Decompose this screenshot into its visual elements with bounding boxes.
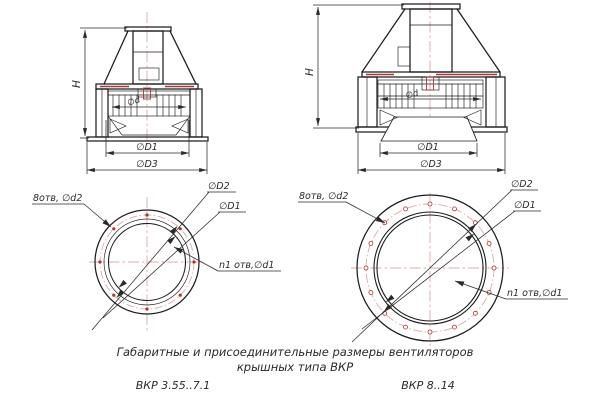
- caption-line1: Габаритные и присоединительные размеры вентиляторов: [116, 345, 474, 359]
- casing-wall-right: [486, 77, 505, 127]
- model-label-right: ВКР 8..14: [401, 379, 455, 392]
- flange-view-small: [32, 181, 281, 331]
- dim-H-left: [71, 28, 127, 138]
- dim-label-D1-left: ∅D1: [136, 142, 158, 153]
- casing-wall-left: [358, 77, 377, 127]
- dim-D1-right: [380, 142, 477, 157]
- label-holesN1-right: n1 отв,∅d1: [507, 288, 563, 299]
- base-plate: [87, 137, 208, 141]
- leader-D2-right: [352, 179, 538, 342]
- dim-label-d-right: ∅d: [404, 88, 420, 102]
- label-holes8-left: 8отв, ∅d2: [33, 193, 83, 204]
- label-D1-left: ∅D1: [219, 201, 241, 212]
- hub: [422, 77, 439, 90]
- dim-label-H-left: H: [71, 80, 83, 88]
- model-label-left: ВКР 3.55..7.1: [135, 379, 211, 392]
- leader-holesN1-right: [454, 279, 568, 299]
- terminal-box: [139, 68, 159, 80]
- outlet-flange: [402, 4, 460, 9]
- cowl-sides: [104, 31, 196, 84]
- label-holes8-right: 8отв, ∅d2: [299, 191, 349, 202]
- caption-block: [117, 345, 474, 392]
- label-D2-left: ∅D2: [208, 181, 230, 192]
- label-holesN1-left: n1 отв,∅d1: [219, 260, 275, 271]
- terminal-box: [398, 47, 410, 66]
- dim-label-D3-left: ∅D3: [136, 159, 158, 170]
- cowl-sides: [362, 9, 500, 72]
- inlet-cone: [108, 116, 190, 135]
- motor-column: [133, 31, 163, 84]
- inlet-cone: [381, 117, 477, 141]
- dim-label-D1-right: ∅D1: [417, 142, 439, 153]
- dim-label-d-left: ∅d: [126, 95, 142, 109]
- motor-column: [410, 9, 452, 72]
- fan-side-view-large: [304, 2, 507, 174]
- dim-H-right: [304, 5, 404, 128]
- label-D2-right: ∅D2: [511, 179, 533, 190]
- flange-view-large: [298, 179, 568, 346]
- label-D1-right: ∅D1: [514, 200, 536, 211]
- leader-D2-left: [92, 181, 236, 330]
- fan-side-view-small: [71, 12, 208, 174]
- leader-holes8-right: [298, 191, 386, 225]
- caption-line2: крышных типа ВКР: [236, 360, 354, 374]
- dim-D1-left: [106, 120, 189, 157]
- leader-holesN1-left: [173, 245, 281, 271]
- dim-label-D3-right: ∅D3: [420, 159, 442, 170]
- leader-holes8-left: [32, 193, 113, 229]
- dim-label-H-right: H: [304, 68, 316, 76]
